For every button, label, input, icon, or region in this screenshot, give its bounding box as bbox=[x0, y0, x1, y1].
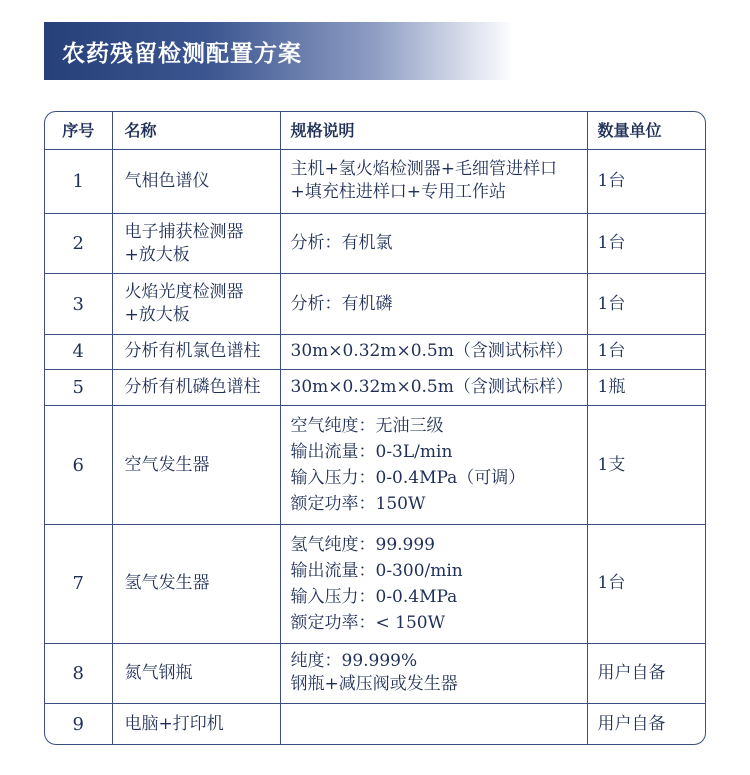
config-table-wrapper bbox=[44, 111, 706, 745]
row-number: 8 bbox=[45, 643, 112, 703]
item-spec bbox=[280, 274, 587, 334]
item-name-line: 氮气钢瓶 bbox=[124, 662, 193, 683]
table-row bbox=[45, 213, 706, 273]
item-name-line: 火焰光度检测器 bbox=[124, 282, 244, 302]
item-spec-line: 钢瓶+减压阀或发生器 bbox=[290, 674, 458, 695]
item-name-line: 分析有机氯色谱柱 bbox=[124, 341, 261, 362]
item-name bbox=[112, 524, 280, 643]
row-number: 1 bbox=[45, 149, 112, 213]
item-spec bbox=[280, 406, 587, 525]
header-name: 名称 bbox=[112, 112, 280, 149]
item-name bbox=[112, 704, 280, 744]
item-name-line: 分析有机磷色谱柱 bbox=[124, 377, 261, 398]
item-spec bbox=[280, 524, 587, 643]
item-quantity: 1台 bbox=[587, 334, 706, 369]
item-name bbox=[112, 274, 280, 334]
item-spec-line: 30m×0.32m×0.5m（含测试标样） bbox=[290, 377, 573, 398]
item-name-line: 电脑+打印机 bbox=[124, 713, 224, 734]
item-spec-line: 主机+氢火焰检测器+毛细管进样口 bbox=[290, 159, 557, 180]
item-spec bbox=[280, 369, 587, 405]
item-name-line: 电子捕获检测器 bbox=[124, 221, 244, 242]
item-name bbox=[112, 643, 280, 703]
item-spec-line: 输入压力：0-0.4MPa（可调） bbox=[290, 468, 526, 489]
item-name bbox=[112, 149, 280, 213]
item-quantity: 1台 bbox=[587, 274, 706, 334]
table-row bbox=[45, 704, 706, 744]
item-spec bbox=[280, 149, 587, 213]
item-quantity: 1支 bbox=[587, 406, 706, 525]
item-spec-line: 氢气纯度：99.999 bbox=[290, 534, 435, 555]
config-table bbox=[45, 112, 706, 744]
row-number: 2 bbox=[45, 213, 112, 273]
item-name-line: +放大板 bbox=[124, 244, 190, 265]
item-name bbox=[112, 369, 280, 405]
item-quantity: 1台 bbox=[587, 149, 706, 213]
item-spec-line: 额定功率：< 150W bbox=[290, 612, 446, 633]
item-spec-line: 空气纯度：无油三级 bbox=[290, 416, 444, 437]
item-spec-line: 纯度：99.999% bbox=[290, 651, 418, 672]
row-number: 4 bbox=[45, 334, 112, 369]
row-number: 6 bbox=[45, 406, 112, 525]
item-spec bbox=[280, 213, 587, 273]
title-banner bbox=[44, 22, 514, 80]
header-qty: 数量单位 bbox=[587, 112, 706, 149]
row-number: 5 bbox=[45, 369, 112, 405]
row-number: 3 bbox=[45, 274, 112, 334]
table-header-row bbox=[45, 112, 706, 149]
item-name bbox=[112, 406, 280, 525]
item-spec-line: 30m×0.32m×0.5m（含测试标样） bbox=[290, 341, 573, 362]
page-title: 农药残留检测配置方案 bbox=[62, 40, 302, 67]
item-name bbox=[112, 213, 280, 273]
item-spec-line: 分析：有机磷 bbox=[290, 293, 393, 314]
item-quantity: 用户自备 bbox=[587, 704, 706, 744]
item-name-line: 气相色谱仪 bbox=[124, 170, 210, 191]
item-name-line: +放大板 bbox=[124, 305, 190, 325]
item-spec-line: 输出流量：0-300/min bbox=[290, 560, 463, 581]
table-row bbox=[45, 274, 706, 334]
table-row bbox=[45, 406, 706, 525]
item-spec bbox=[280, 643, 587, 703]
item-spec-line: 额定功率：150W bbox=[290, 494, 426, 515]
item-spec-line: 输入压力：0-0.4MPa bbox=[290, 586, 458, 607]
table-row bbox=[45, 524, 706, 643]
item-spec-line: 分析：有机氯 bbox=[290, 233, 393, 254]
item-spec bbox=[280, 334, 587, 369]
table-row bbox=[45, 369, 706, 405]
item-spec-line: 输出流量：0-3L/min bbox=[290, 442, 453, 463]
item-name-line: 氢气发生器 bbox=[124, 573, 210, 594]
item-quantity: 用户自备 bbox=[587, 643, 706, 703]
header-no: 序号 bbox=[45, 112, 112, 149]
item-name bbox=[112, 334, 280, 369]
item-spec bbox=[280, 704, 587, 744]
header-spec: 规格说明 bbox=[280, 112, 587, 149]
item-quantity: 1台 bbox=[587, 524, 706, 643]
table-row bbox=[45, 149, 706, 213]
row-number: 7 bbox=[45, 524, 112, 643]
item-name-line: 空气发生器 bbox=[124, 454, 210, 475]
row-number: 9 bbox=[45, 704, 112, 744]
table-row bbox=[45, 334, 706, 369]
table-row bbox=[45, 643, 706, 703]
item-spec-line: +填充柱进样口+专用工作站 bbox=[290, 182, 506, 203]
item-quantity: 1台 bbox=[587, 213, 706, 273]
item-quantity: 1瓶 bbox=[587, 369, 706, 405]
